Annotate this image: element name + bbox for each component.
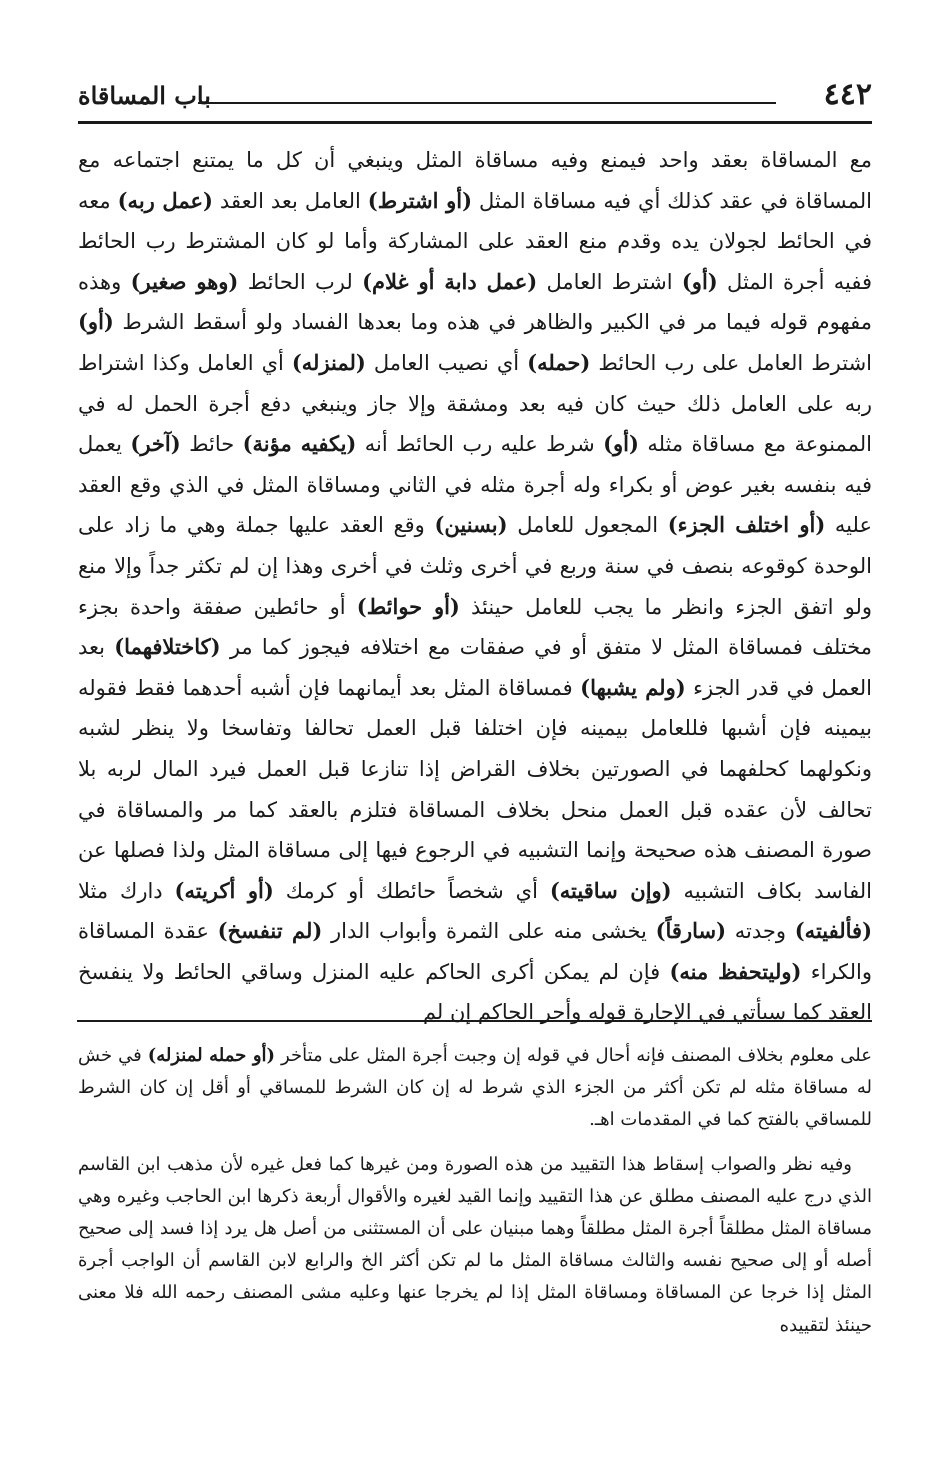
main-text-segment: لرب الحائط [238, 269, 363, 294]
header-rule [78, 121, 872, 124]
main-text-segment-bold: (آخر) [130, 431, 181, 457]
main-text-segment: أي شخصاً حائطك أو كرمك [273, 878, 550, 903]
main-text-segment-bold: (لم تنفسخ) [217, 918, 323, 944]
footnote-separator [77, 1020, 872, 1022]
main-text-segment: دارك مثلا [78, 878, 175, 903]
main-text-segment-bold: (فألفيته) [794, 918, 873, 944]
footnote-1 [78, 1040, 872, 1137]
main-text-segment-bold: (أو أكريته) [174, 877, 274, 903]
main-text-segment: أي العامل وكذا اشتراط ربه على العامل ذلك حيث كان فيه بعد ومشقة وإلا جاز وينبغي دفع أجرة الحمل له في الممنوعة مع مساقاة مثله [78, 350, 872, 457]
main-text-segment-bold: (وهو صغير) [130, 268, 239, 294]
main-text-segment: مع المساقاة بعقد واحد فيمنع وفيه مساقاة المثل وينبغي أن كل ما يمتنع اجتماعه مع المساقاة في عقد كذلك أي فيه مساقاة المثل [78, 148, 872, 213]
main-text-segment-bold: (أو) [603, 431, 639, 457]
main-text-segment-bold: (أو) [681, 268, 718, 294]
main-text-segment-bold: (وإن ساقيته) [549, 877, 672, 903]
main-paragraph [78, 140, 872, 1033]
main-text-segment-bold: (عمل دابة أو غلام) [362, 268, 538, 294]
main-text-segment: يخشى منه على الثمرة وأبواب الدار [322, 919, 656, 944]
main-text-segment-bold: (لمنزله) [291, 349, 366, 375]
main-text-segment-bold: (كاختلافهما) [114, 634, 221, 660]
main-text-segment-bold: (ولم يشبها) [580, 674, 686, 700]
main-text-segment: العامل بعد العقد [212, 188, 368, 213]
main-text-segment: أي نصيب العامل [365, 350, 528, 375]
chapter-title: باب المساقاة [78, 81, 211, 110]
footnote-1-segment: على معلوم بخلاف المصنف فإنه أحال في قوله إن وجبت أجرة المثل على متأخر [275, 1045, 872, 1066]
main-text [78, 140, 872, 1033]
main-text-segment-bold: (سارقاً) [655, 918, 727, 944]
main-text-segment: المجعول للعامل [507, 513, 668, 538]
main-text-segment-bold: (بسنين) [434, 512, 508, 538]
main-text-segment: اشترط العامل على رب الحائط [590, 350, 872, 375]
main-text-segment: وقع العقد عليها جملة وهي ما زاد على الوحدة كوقوعه بنصف في سنة وربع في أخرى وثلث في أخرى وهذا إن لم تكثر جداً وإلا منع ولو اتفق الجزء وانظر ما يجب للعامل حينئذ [78, 513, 872, 619]
main-text-segment: فإن لم يمكن أكرى الحاكم عليه المنزل وساقي الحائط ولا ينفسخ العقد كما سيأتي في الإجارة قوله وأجر الحاكم إن لم [78, 959, 872, 1025]
footnote-1-segment: في خش له مساقاة مثله لم تكن أكثر من الجزء الذي شرط له إن كان الشرط للمساقي أو أقل إن كان الشرط للمساقي بالفتح كما في المقدمات اهـ. [78, 1045, 872, 1131]
main-text-segment-bold: (أو) [78, 309, 114, 335]
main-text-segment-bold: (أو اختلف الجزء) [667, 512, 826, 538]
main-text-segment: وجدته [726, 919, 795, 944]
main-text-segment: بعد العمل في قدر الجزء [78, 635, 873, 700]
main-text-segment: عقدة المساقاة والكراء [78, 919, 872, 984]
main-text-segment-bold: (أو حوائط) [356, 593, 460, 619]
footnote-1-segment-bold: (أو حمله لمنزله) [147, 1045, 276, 1066]
main-text-segment-bold: (حمله) [527, 349, 591, 375]
footnote-2 [78, 1149, 872, 1342]
main-text-segment: معه في الحائط لجولان يده وقدم منع العقد على المشاركة وأما لو كان المشترط رب الحائط ففيه أجرة المثل [78, 188, 872, 294]
main-text-segment: أو حائطين صفقة واحدة بجزء مختلف فمساقاة المثل لا متفق أو في صفقات مع اختلافه فيجوز كما مر [78, 594, 872, 660]
footnote-2-segment: وفيه نظر والصواب إسقاط هذا التقييد من هذه الصورة ومن غيرها كما فعل غيره لأن مذهب ابن القاسم الذي درج عليه المصنف مطلق عن هذا التقييد وإنما القيد لغيره والأقوال أربعة ذكرها ابن الحاجب وغيره وهي مساقاة المثل مطلقاً أجرة المثل مطلقاً وهما مبنيان على أن المستثنى من أصل هل يرد إذا فسد إلى صحيح أصله أو إلى صحيح نفسه والثالث مساقاة المثل ما لم تكن أكثر الخ والرابع لابن القاسم أن الواجب أجرة المثل إذا خرجا عن المساقاة ومساقاة المثل إذا لم يخرجا عنها وعليه مشى المصنف رحمه الله فلا معنى حينئذ لتقييده [78, 1153, 872, 1336]
main-text-segment-bold: (يكفيه مؤنة) [242, 431, 357, 457]
page-number: ٤٤٢ [823, 77, 872, 112]
page-header [78, 78, 872, 118]
main-text-segment: شرط عليه رب الحائط أنه [356, 432, 604, 457]
main-text-segment: وهذه مفهوم قوله فيما مر في الكبير والظاهر في هذه وما بعدها الفساد ولو أسقط الشرط [78, 269, 872, 335]
header-dash [198, 102, 776, 104]
main-text-segment: فمساقاة المثل بعد أيمانهما فإن أشبه أحدهما فقط فقوله بيمينه فإن أشبها فللعامل بيمينه فإن اختلفا قبل العمل تحالفا وتفاسخا ولا ينظر لشبه ونكولهما كحلفهما في الصورتين بخلاف القراض إذا تنازعا قبل العمل فيرد المال لربه بلا تحالف لأن عقده قبل العمل منحل بخلاف المساقاة فتلزم بالعقد كما مر والمساقاة في صورة المصنف هذه صحيحة وإنما التشبيه في الرجوع فيها إلى مساقاة المثل ولذا فصلها عن الفاسد بكاف التشبيه [78, 675, 873, 903]
footnotes [78, 1040, 872, 1342]
main-text-segment: حائط [180, 432, 243, 457]
main-text-segment-bold: (وليتحفظ منه) [669, 958, 802, 984]
main-text-segment: اشترط العامل [537, 269, 682, 294]
main-text-segment: يعمل فيه بنفسه بغير عوض أو بكراء وله أجرة مثله في الثاني ومساقاة المثل في الذي وقع العقد عليه [78, 432, 872, 538]
main-text-segment-bold: (عمل ربه) [117, 187, 213, 213]
main-text-segment-bold: (أو اشترط) [367, 187, 473, 213]
